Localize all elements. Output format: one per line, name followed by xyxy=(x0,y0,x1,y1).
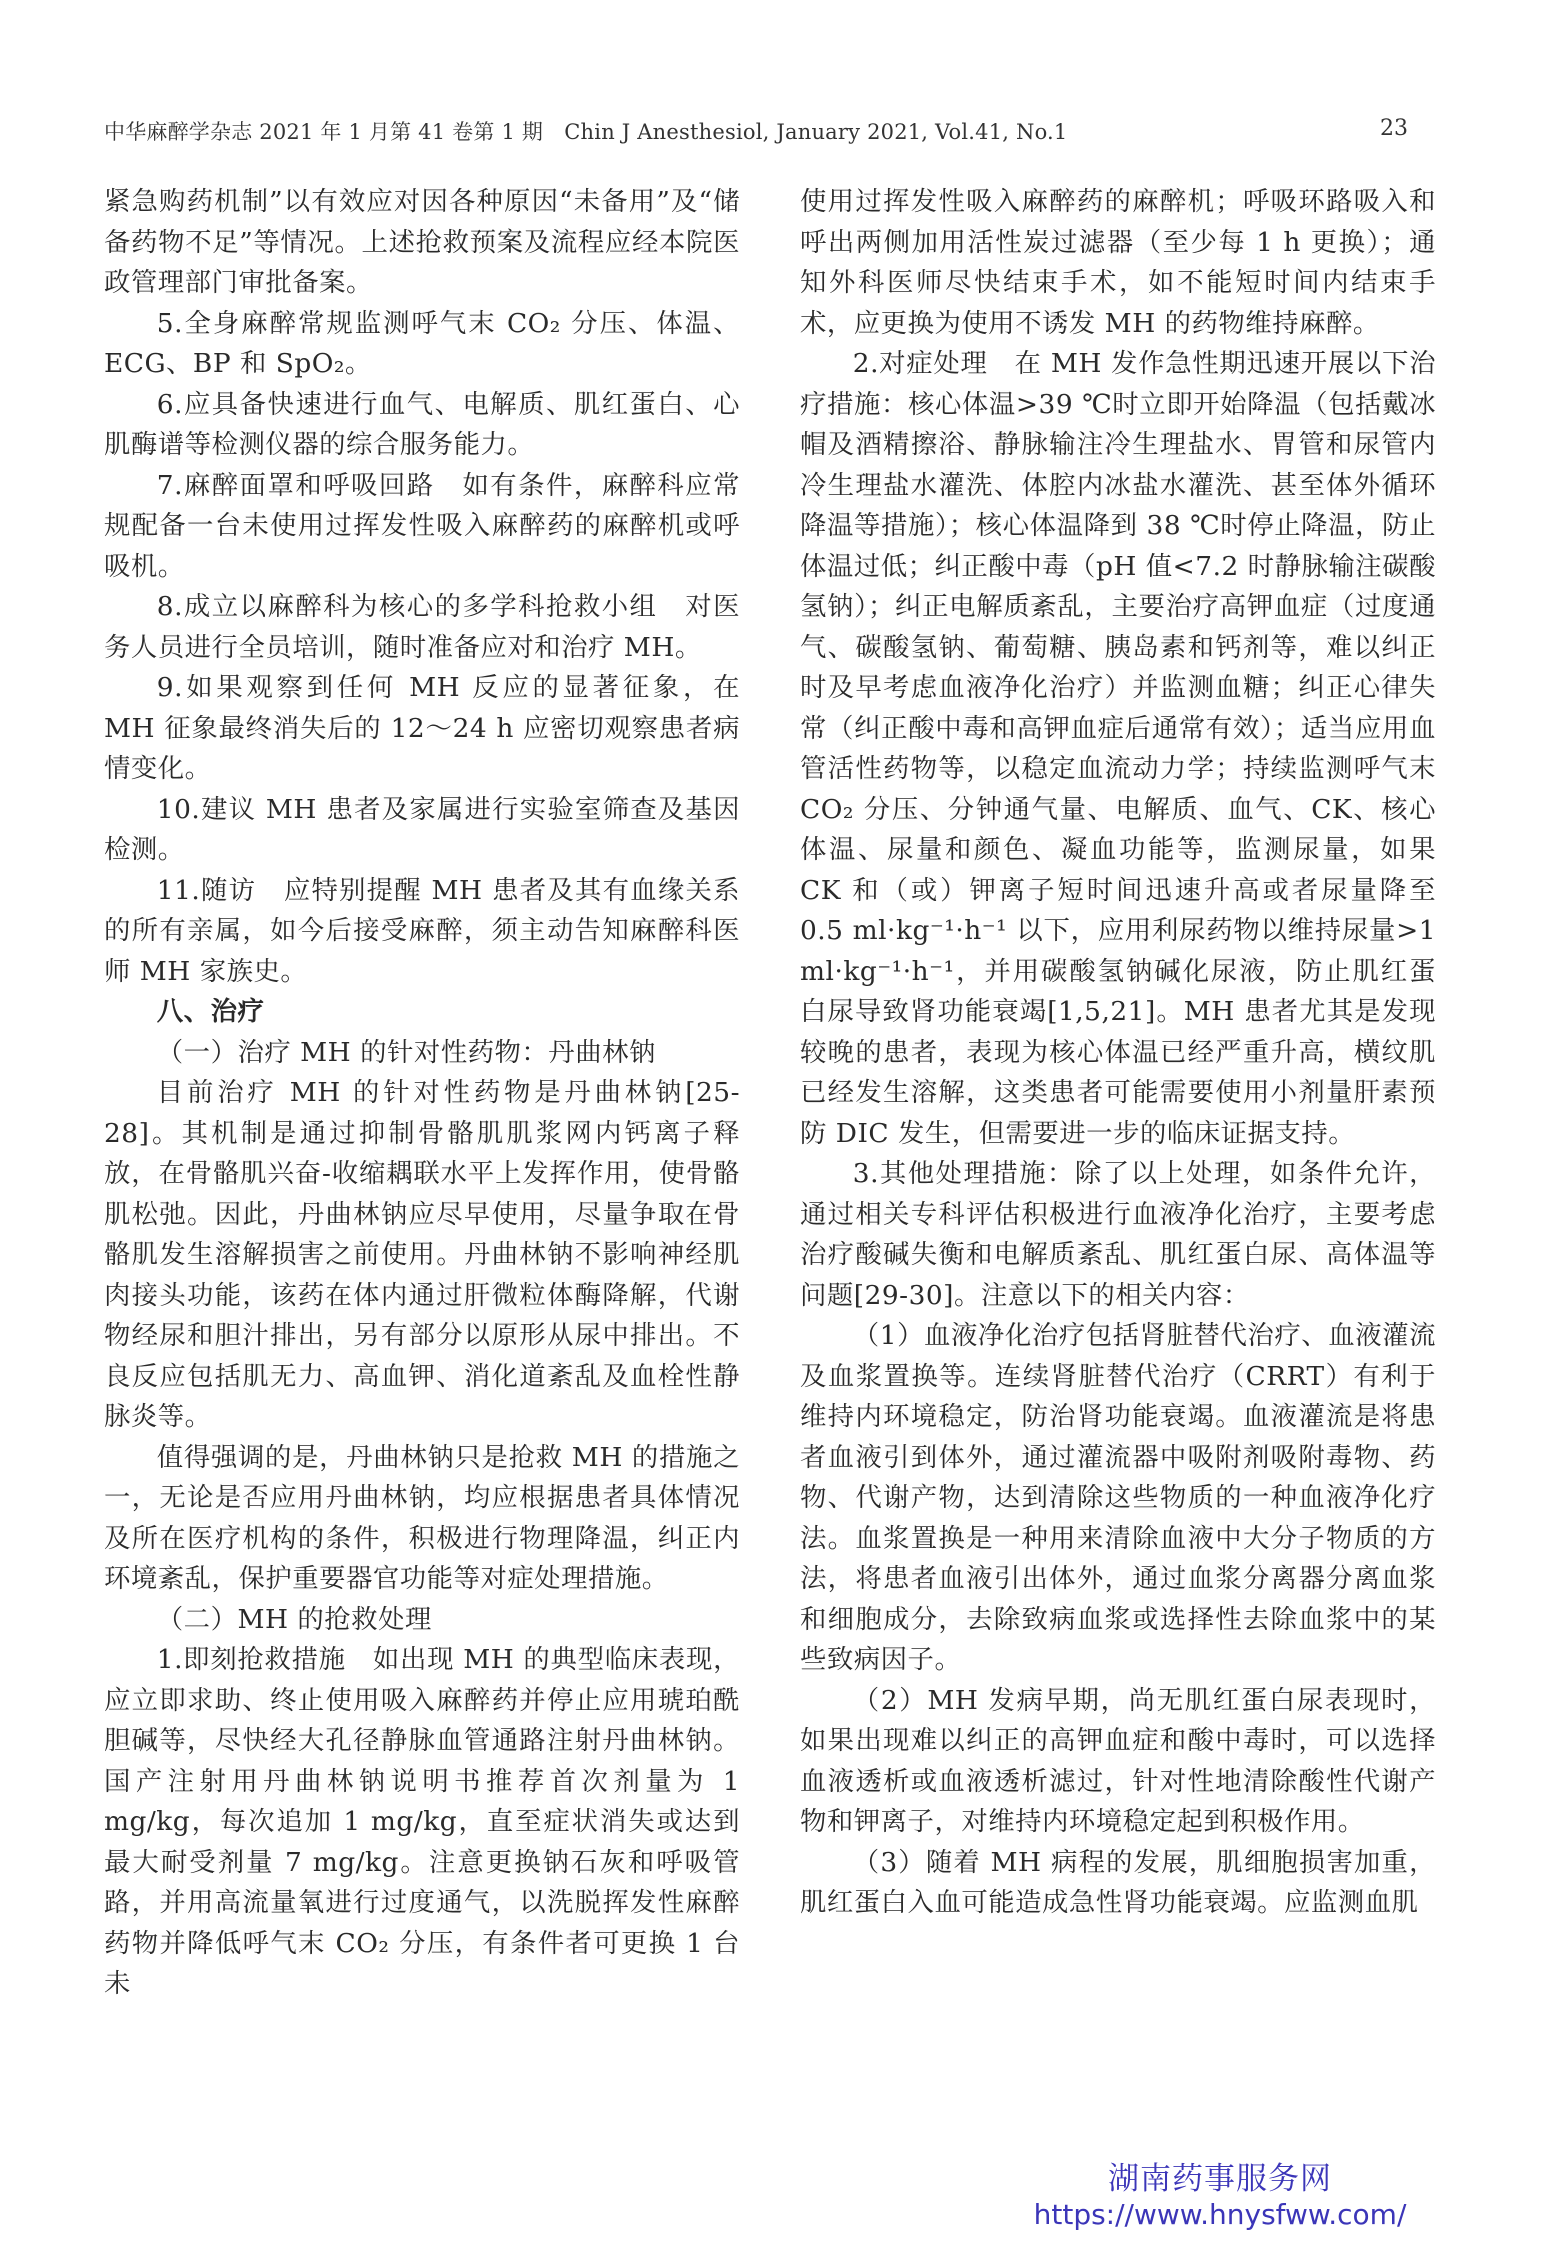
paragraph: 值得强调的是，丹曲林钠只是抢救 MH 的措施之一，无论是否应用丹曲林钠，均应根据患者具体情况及所在医疗机构的条件，积极进行物理降温，纠正内环境紊乱，保护重要器官功能等对症处理措施。 xyxy=(104,1441,740,1594)
running-head: 中华麻醉学杂志 2021 年 1 月第 41 卷第 1 期 Chin J Anesthesiol, January 2021, Vol.41, No.1 xyxy=(104,120,1068,144)
left-column xyxy=(104,182,740,2005)
paragraph: （2）MH 发病早期，尚无肌红蛋白尿表现时，如果出现难以纠正的高钾血症和酸中毒时，可以选择血液透析或血液透析滤过，针对性地清除酸性代谢产物和钾离子，对维持内环境稳定起到积极作用。 xyxy=(800,1684,1436,1837)
paragraph: 8.成立以麻醉科为核心的多学科抢救小组 对医务人员进行全员培训，随时准备应对和治疗 MH。 xyxy=(104,591,740,663)
subsection-heading: （一）治疗 MH 的针对性药物：丹曲林钠 xyxy=(156,1036,656,1068)
paragraph: 3.其他处理措施：除了以上处理，如条件允许，通过相关专科评估积极进行血液净化治疗，主要考虑治疗酸碱失衡和电解质紊乱、肌红蛋白尿、高体温等问题[29-30]。注意以下的相关内容： xyxy=(800,1158,1436,1311)
section-heading: 八、治疗 xyxy=(156,996,265,1027)
paragraph: （3）随着 MH 病程的发展，肌细胞损害加重，肌红蛋白入血可能造成急性肾功能衰竭。应监测血肌 xyxy=(800,1846,1436,1918)
paragraph: 7.麻醉面罩和呼吸回路 如有条件，麻醉科应常规配备一台未使用过挥发性吸入麻醉药的麻醉机或呼吸机。 xyxy=(104,469,740,582)
paragraph: 11.随访 应特别提醒 MH 患者及其有血缘关系的所有亲属，如今后接受麻醉，须主动告知麻醉科医师 MH 家族史。 xyxy=(104,874,740,987)
right-column xyxy=(800,182,1436,1924)
watermark-url[interactable]: https://www.hnysfww.com/ xyxy=(1033,2198,1407,2231)
paragraph: 目前治疗 MH 的针对性药物是丹曲林钠[25-28]。其机制是通过抑制骨骼肌肌浆网内钙离子释放，在骨骼肌兴奋-收缩耦联水平上发挥作用，使骨骼肌松弛。因此，丹曲林钠应尽早使用，尽量争取在骨骼肌发生溶解损害之前使用。丹曲林钠不影响神经肌肉接头功能，该药在体内通过肝微粒体酶降解，代谢物经尿和胆汁排出，另有部分以原形从尿中排出。不良反应包括肌无力、高血钾、消化道紊乱及血栓性静脉炎等。 xyxy=(104,1077,740,1432)
paragraph: 1.即刻抢救措施 如出现 MH 的典型临床表现，应立即求助、终止使用吸入麻醉药并停止应用琥珀酰胆碱等，尽快经大孔径静脉血管通路注射丹曲林钠。国产注射用丹曲林钠说明书推荐首次剂量为 1 mg/kg，每次追加 1 mg/kg，直至症状消失或达到最大耐受剂量 7 mg/kg。注意更换钠石灰和呼吸管路，并用高流量氧进行过度通气，以洗脱挥发性麻醉药物并降低呼气末 CO₂ 分压，有条件者可更换 1 台未 xyxy=(104,1644,740,1999)
paragraph: 6.应具备快速进行血气、电解质、肌红蛋白、心肌酶谱等检测仪器的综合服务能力。 xyxy=(104,388,740,460)
paragraph: 使用过挥发性吸入麻醉药的麻醉机；呼吸环路吸入和呼出两侧加用活性炭过滤器（至少每 1 h 更换）；通知外科医师尽快结束手术，如不能短时间内结束手术，应更换为使用不诱发 MH 的药物维持麻醉。 xyxy=(800,186,1436,339)
paragraph: 2.对症处理 在 MH 发作急性期迅速开展以下治疗措施：核心体温>39 ℃时立即开始降温（包括戴冰帽及酒精擦浴、静脉输注冷生理盐水、胃管和尿管内冷生理盐水灌洗、体腔内冰盐水灌洗、甚至体外循环降温等措施）；核心体温降到 38 ℃时停止降温，防止体温过低；纠正酸中毒（pH 值<7.2 时静脉输注碳酸氢钠）；纠正电解质紊乱，主要治疗高钾血症（过度通气、碳酸氢钠、葡萄糖、胰岛素和钙剂等，难以纠正时及早考虑血液净化治疗）并监测血糖；纠正心律失常（纠正酸中毒和高钾血症后通常有效）；适当应用血管活性药物等，以稳定血流动力学；持续监测呼气末 CO₂ 分压、分钟通气量、电解质、血气、CK、核心体温、尿量和颜色、凝血功能等，监测尿量，如果 CK 和（或）钾离子短时间迅速升高或者尿量降至 0.5 ml·kg⁻¹·h⁻¹ 以下，应用利尿药物以维持尿量>1 ml·kg⁻¹·h⁻¹，并用碳酸氢钠碱化尿液，防止肌红蛋白尿导致肾功能衰竭[1,5,21]。MH 患者尤其是发现较晚的患者，表现为核心体温已经严重升高，横纹肌已经发生溶解，这类患者可能需要使用小剂量肝素预防 DIC 发生，但需要进一步的临床证据支持。 xyxy=(800,348,1436,1149)
paragraph: （1）血液净化治疗包括肾脏替代治疗、血液灌流及血浆置换等。连续肾脏替代治疗（CRRT）有利于维持内环境稳定，防治肾功能衰竭。血液灌流是将患者血液引到体外，通过灌流器中吸附剂吸附毒物、药物、代谢产物，达到清除这些物质的一种血液净化疗法。血浆置换是一种用来清除血液中大分子物质的方法，将患者血液引出体外，通过血浆分离器分离血浆和细胞成分，去除致病血浆或选择性去除血浆中的某些致病因子。 xyxy=(800,1320,1436,1675)
watermark-site-name: 湖南药事服务网 xyxy=(1108,2161,1332,2197)
paragraph: 9.如果观察到任何 MH 反应的显著征象，在 MH 征象最终消失后的 12～24 h 应密切观察患者病情变化。 xyxy=(104,672,740,784)
subsection-heading: （二）MH 的抢救处理 xyxy=(156,1603,432,1635)
paragraph: 紧急购药机制”以有效应对因各种原因“未备用”及“储备药物不足”等情况。上述抢救预案及流程应经本院医政管理部门审批备案。 xyxy=(104,186,740,298)
watermark xyxy=(1010,2160,1430,2232)
paragraph: 10.建议 MH 患者及家属进行实验室筛查及基因检测。 xyxy=(104,793,740,865)
page-number: 23 xyxy=(1380,116,1408,141)
paragraph: 5.全身麻醉常规监测呼气末 CO₂ 分压、体温、ECG、BP 和 SpO₂。 xyxy=(104,307,740,379)
